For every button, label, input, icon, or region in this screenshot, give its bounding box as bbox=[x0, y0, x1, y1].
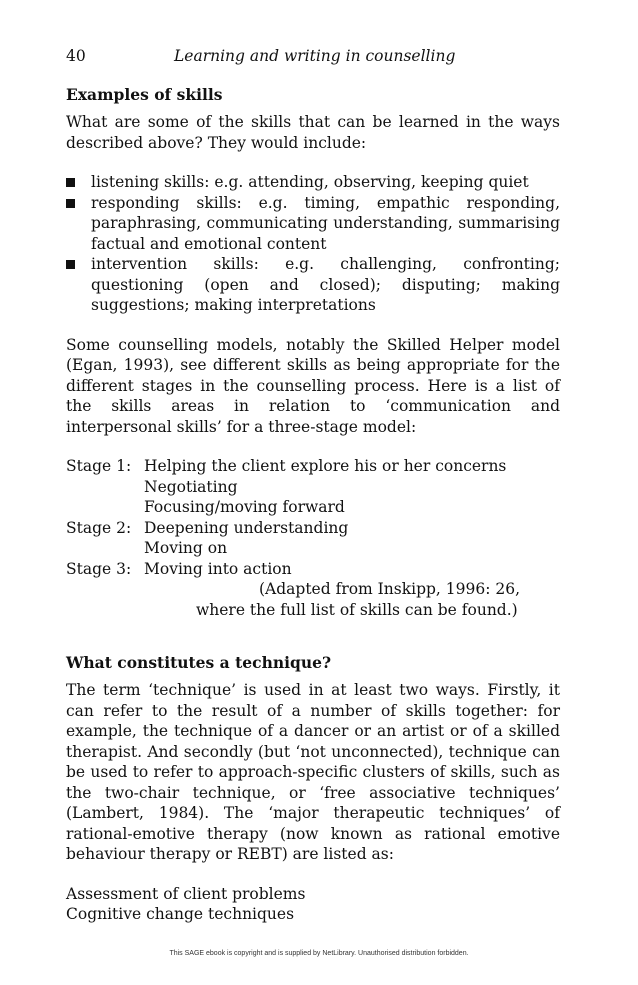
stage-items bbox=[144, 518, 348, 559]
skills-list bbox=[66, 172, 560, 316]
rebt-technique-list bbox=[66, 884, 560, 925]
stage-item: Moving into action bbox=[144, 559, 292, 578]
list-item-text: intervention skills: e.g. challenging, confronting; questioning (open and closed); disputing; making suggestions; making interpretations bbox=[91, 255, 560, 314]
stage-label: Stage 2: bbox=[66, 518, 132, 537]
skilled-helper-paragraph: Some counselling models, notably the Skilled Helper model (Egan, 1993), see different skills as being appropriate for the different stages in the counselling process. Here is a list of the skills areas in relation to ‘communication and interpersonal skills’ for a three-stage model: bbox=[66, 335, 560, 436]
stage-model-list bbox=[66, 456, 560, 579]
list-item: Assessment of client problems bbox=[66, 884, 306, 903]
bullet-square-icon bbox=[66, 178, 75, 187]
stage-items bbox=[144, 456, 506, 518]
stage-label: Stage 1: bbox=[66, 457, 132, 475]
section-heading-what-constitutes-a-technique: What constitutes a technique? bbox=[66, 653, 332, 672]
stage-item: Moving on bbox=[144, 539, 228, 557]
page-number: 40 bbox=[66, 47, 86, 65]
stage-row bbox=[66, 456, 560, 518]
section-heading-examples-of-skills: Examples of skills bbox=[66, 85, 223, 104]
bullet-square-icon bbox=[66, 260, 75, 269]
running-title: Learning and writing in counselling bbox=[174, 47, 456, 65]
technique-paragraph: The term ‘technique’ is used in at least two ways. Firstly, it can refer to the result of a number of skills together: for example, the technique of a dancer or an artist or of a skilled therapist. And secondly (but ‘not unconnected), technique can be used to refer to approach-specific clusters of skills, such as the two-chair technique, or ‘free associative techniques’ (Lambert, 1984). The ‘major therapeutic techniques’ of rational-emotive therapy (now known as rational emotive behaviour therapy or REBT) are listed as: bbox=[66, 681, 560, 863]
stage-row bbox=[66, 559, 560, 580]
attribution bbox=[66, 579, 560, 620]
stage-item: Negotiating bbox=[144, 477, 238, 496]
page-content bbox=[66, 44, 560, 925]
list-item bbox=[66, 193, 560, 255]
stage-label: Stage 3: bbox=[66, 559, 132, 578]
list-item bbox=[66, 254, 560, 316]
attribution-line: (Adapted from Inskipp, 1996: 26, bbox=[259, 580, 521, 598]
skills-intro-paragraph: What are some of the skills that can be learned in the ways described above? They would include: bbox=[66, 113, 560, 152]
bullet-square-icon bbox=[66, 199, 75, 208]
list-item: Cognitive change techniques bbox=[66, 905, 295, 923]
list-item-text: responding skills: e.g. timing, empathic responding, paraphrasing, communicating understanding, summarising factual and emotional content bbox=[91, 193, 560, 253]
list-item-text: listening skills: e.g. attending, observing, keeping quiet bbox=[91, 173, 529, 191]
stage-item: Focusing/moving forward bbox=[144, 498, 345, 516]
stage-row bbox=[66, 518, 560, 559]
stage-item: Deepening understanding bbox=[144, 518, 349, 537]
list-item bbox=[66, 172, 560, 193]
attribution-line: where the full list of skills can be found.) bbox=[196, 600, 518, 619]
copyright-notice: This SAGE ebook is copyright and is supplied by NetLibrary. Unauthorised distribution forbidden. bbox=[169, 950, 469, 957]
stage-items bbox=[144, 559, 292, 580]
stage-item: Helping the client explore his or her concerns bbox=[144, 457, 507, 475]
running-header bbox=[66, 44, 560, 68]
